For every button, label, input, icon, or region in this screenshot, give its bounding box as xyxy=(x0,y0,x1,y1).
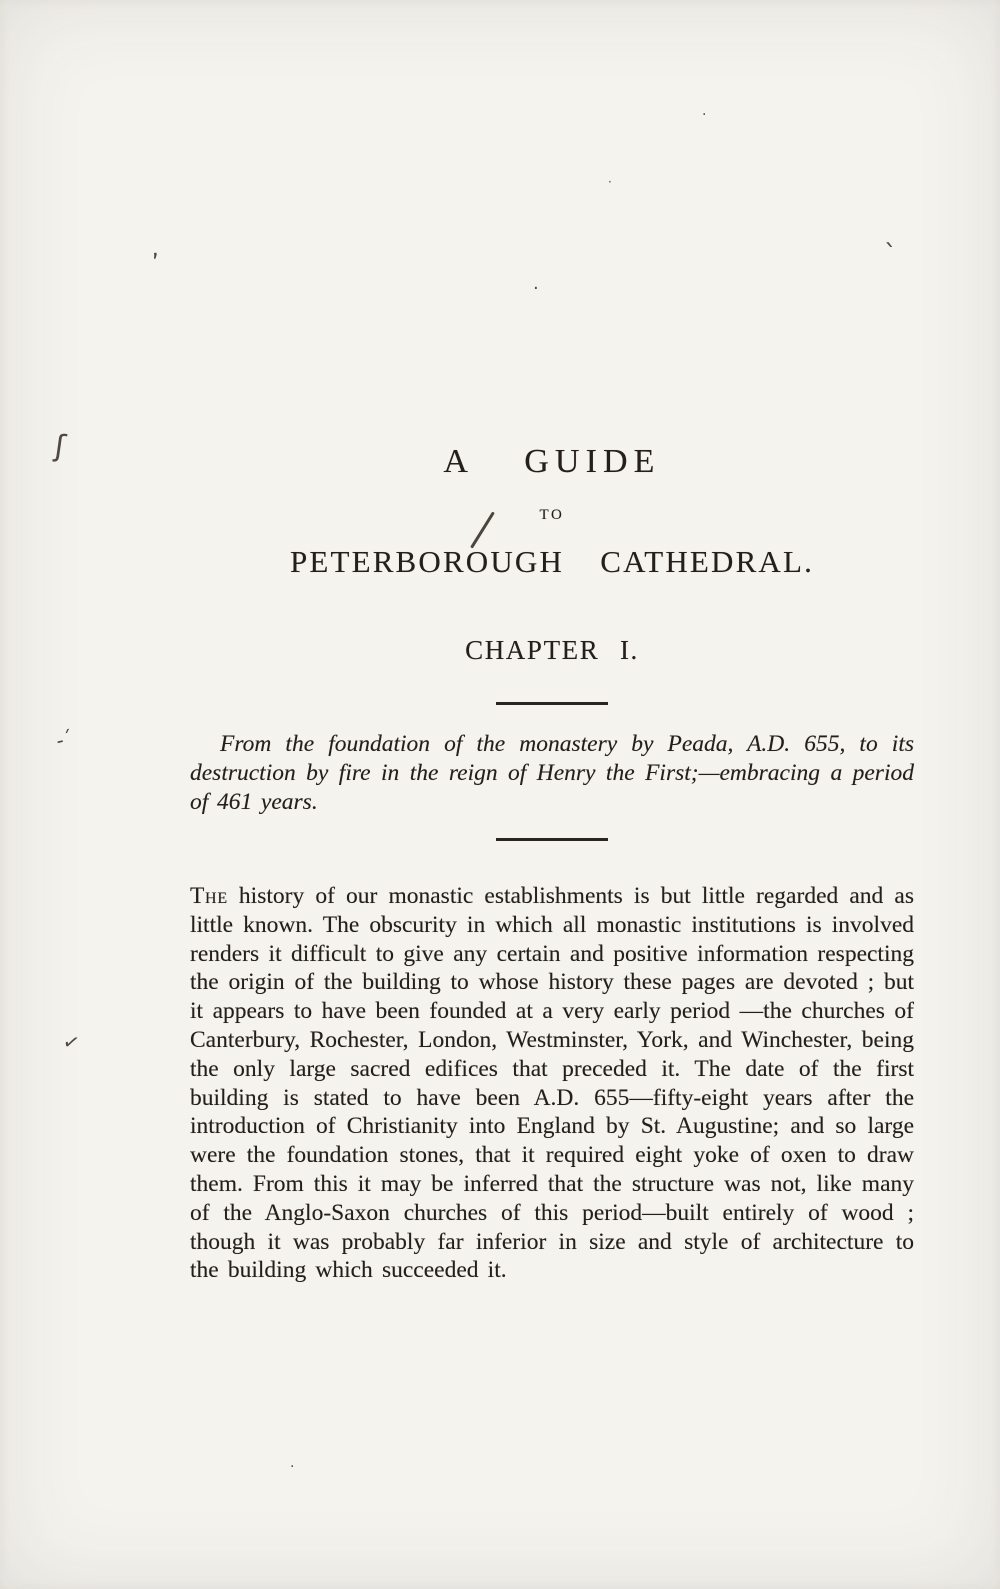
paragraph-text: history of our monastic establishments is but little regarded and as little known. The obscurity in which all monastic institutions is involved renders it difficult to give any certain and positive information respecting the origin of the building to whose history these pages are devoted ; but it appears to have been founded at a very early period —the churches of Canterbury, Rochester, London, Westminster, York, and Winchester, being the only large sacred edifices that preceded it. The date of the first building is stated to have been A.D. 655—fifty-eight years after the introduction of Christianity into England by St. Augustine; and so large were the foundation stones, that it required eight yoke of oxen to draw them. From this it may be inferred that the structure was not, like many of the Anglo-Saxon churches of this period—built entirely of wood ; though it was probably far inferior in size and style of architecture to the building which succeeded it. xyxy=(190,883,914,1284)
ink-mark: · xyxy=(608,175,612,189)
ink-mark: ` xyxy=(884,240,897,270)
divider-rule-bottom xyxy=(496,838,608,841)
ink-mark: · xyxy=(533,278,539,299)
book-title: A GUIDE xyxy=(443,443,661,480)
ink-mark: · xyxy=(702,107,707,123)
title-to: TO xyxy=(539,507,565,523)
ink-mark: ʃ xyxy=(52,428,68,465)
chapter-heading: CHAPTER I. xyxy=(465,635,639,665)
lead-word: The xyxy=(190,883,228,909)
book-subtitle: PETERBOROUGH CATHEDRAL. xyxy=(289,544,815,579)
ink-mark: -ˊ xyxy=(53,725,76,753)
ink-mark: · xyxy=(290,1459,295,1475)
body-paragraph xyxy=(190,882,914,1285)
text-block xyxy=(190,0,914,1285)
chapter-epigraph: From the foundation of the monastery by Peada, A.D. 655, to its destruction by fire in the reign of Henry the First;—embracing a period of 461 years. xyxy=(190,731,914,815)
divider-rule-top xyxy=(496,702,608,705)
ink-mark: ✓ xyxy=(60,1028,83,1056)
ink-mark: ‚ xyxy=(147,233,161,263)
